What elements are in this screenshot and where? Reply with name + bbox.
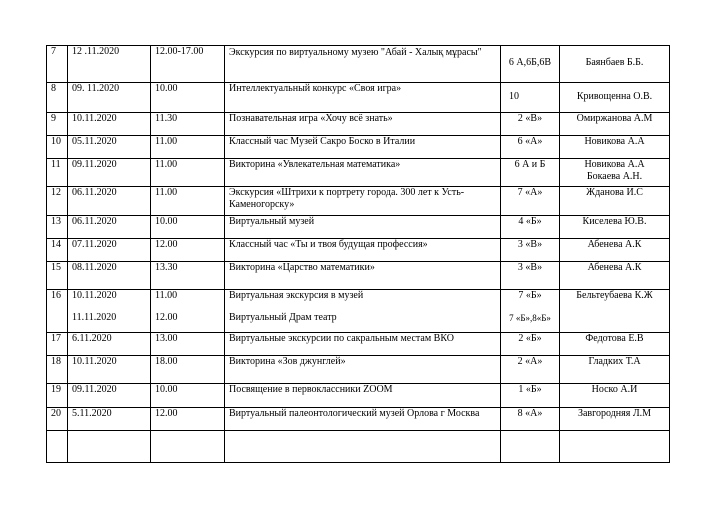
row-date: 10.11.2020: [68, 356, 151, 384]
row-number: 17: [47, 333, 68, 356]
row-responsible: Абенева А.К: [560, 262, 670, 290]
row-time: 10.00: [151, 83, 225, 113]
row-event: Классный час «Ты и твоя будущая профессия»: [225, 239, 501, 262]
row-responsible: [560, 83, 670, 113]
table-row: [47, 46, 670, 83]
row-number: 15: [47, 262, 68, 290]
row-time: 11.00: [151, 159, 225, 187]
row-time: 10.00: [151, 216, 225, 239]
table-row: [47, 384, 670, 408]
row-time: 12.00: [151, 408, 225, 431]
row-responsible: Омиржанова А.М: [560, 113, 670, 136]
table-row: [47, 290, 670, 333]
table-row: [47, 113, 670, 136]
row-date: 05.11.2020: [68, 136, 151, 159]
row-time-text-2: 12.00: [155, 312, 178, 323]
row-responsible: Новикова А.А: [560, 136, 670, 159]
table-row: [47, 136, 670, 159]
row-time: [151, 290, 225, 333]
row-event: Экскурсия по виртуальному музею "Абай - Халық мұрасы": [225, 46, 501, 83]
table-row: [47, 216, 670, 239]
row-time: 11.30: [151, 113, 225, 136]
row-class-text: 6 А,6Б,6В: [508, 57, 552, 68]
row-date: 09.11.2020: [68, 384, 151, 408]
row-class: 8 «А»: [501, 408, 560, 431]
row-number: 12: [47, 187, 68, 216]
row-class: [501, 290, 560, 333]
row-event: Экскурсия «Штрихи к портрету города. 300 лет к Усть-Каменогорску»: [225, 187, 501, 216]
row-date: 10.11.2020: [68, 113, 151, 136]
row-date: 6.11.2020: [68, 333, 151, 356]
row-number: 19: [47, 384, 68, 408]
row-event: [225, 431, 501, 463]
row-event: [225, 290, 501, 333]
row-event: Викторина «Увлекательная математика»: [225, 159, 501, 187]
row-class: 6 «А»: [501, 136, 560, 159]
row-number: 16: [47, 290, 68, 333]
row-time: 10.00: [151, 384, 225, 408]
row-number: 11: [47, 159, 68, 187]
row-responsible-text: Кривощенна О.В.: [576, 91, 653, 102]
table-row: [47, 431, 670, 463]
row-date: 09. 11.2020: [68, 83, 151, 113]
row-class: 7 «А»: [501, 187, 560, 216]
row-responsible: Носко А.И: [560, 384, 670, 408]
row-date-text: 10.11.2020: [72, 290, 117, 301]
row-time-text: 11.00: [155, 290, 178, 301]
row-time: 12.00-17.00: [151, 46, 225, 83]
row-class-text-2: 7 «Б»,8«Б»: [509, 313, 551, 323]
row-event-text: Виртуальная экскурсия в музей: [229, 290, 364, 301]
row-event: Посвящение в первоклассники ZOOM: [225, 384, 501, 408]
table-row: [47, 187, 670, 216]
row-event: Классный час Музей Сакро Боско в Италии: [225, 136, 501, 159]
row-event: Викторина «Царство математики»: [225, 262, 501, 290]
row-number: 7: [47, 46, 68, 83]
row-event: Виртуальный музей: [225, 216, 501, 239]
table-row: [47, 239, 670, 262]
row-event: Познавательная игра «Хочу всё знать»: [225, 113, 501, 136]
row-class: 2 «В»: [501, 113, 560, 136]
row-time: 18.00: [151, 356, 225, 384]
row-class: 6 А и Б: [501, 159, 560, 187]
row-class: 3 «В»: [501, 262, 560, 290]
row-event: Интеллектуальный конкурс «Своя игра»: [225, 83, 501, 113]
row-responsible: Жданова И.С: [560, 187, 670, 216]
row-class: 1 «Б»: [501, 384, 560, 408]
row-responsible: [560, 159, 670, 187]
row-date: 06.11.2020: [68, 216, 151, 239]
row-responsible: [560, 46, 670, 83]
row-class-text: 10: [509, 91, 519, 102]
row-class: 2 «А»: [501, 356, 560, 384]
schedule-table: [46, 45, 670, 463]
row-responsible-text-2: Бокаева А.Н.: [586, 171, 643, 182]
row-date: [68, 290, 151, 333]
row-event-text-2: Виртуальный Драм театр: [229, 312, 337, 323]
row-class: [501, 46, 560, 83]
row-class: 3 «В»: [501, 239, 560, 262]
row-responsible: Киселева Ю.В.: [560, 216, 670, 239]
row-time: [151, 431, 225, 463]
row-time: 11.00: [151, 187, 225, 216]
row-responsible: Абенева А.К: [560, 239, 670, 262]
row-date: 12 .11.2020: [68, 46, 151, 83]
row-time: 12.00: [151, 239, 225, 262]
row-number: 20: [47, 408, 68, 431]
row-date: 09.11.2020: [68, 159, 151, 187]
row-number: 8: [47, 83, 68, 113]
table-row: [47, 262, 670, 290]
table-row: [47, 333, 670, 356]
row-class: 2 «Б»: [501, 333, 560, 356]
row-number: 14: [47, 239, 68, 262]
row-date: 06.11.2020: [68, 187, 151, 216]
row-class-text: 7 «Б»: [518, 290, 542, 301]
row-date: 07.11.2020: [68, 239, 151, 262]
row-date-text-2: 11.11.2020: [72, 312, 117, 323]
row-date: 08.11.2020: [68, 262, 151, 290]
row-event: Виртуальный палеонтологический музей Орлова г Москва: [225, 408, 501, 431]
table-row: [47, 408, 670, 431]
row-number: 9: [47, 113, 68, 136]
row-responsible: Бельтеубаева К.Ж: [560, 290, 670, 333]
row-event: Викторина «Зов джунглей»: [225, 356, 501, 384]
row-responsible: [560, 431, 670, 463]
row-responsible-text: Новикова А.А: [584, 159, 645, 170]
row-class: [501, 83, 560, 113]
row-number: 13: [47, 216, 68, 239]
row-responsible: Федотова Е.В: [560, 333, 670, 356]
row-responsible: Завгородняя Л.М: [560, 408, 670, 431]
row-responsible-text: Баянбаев Б.Б.: [585, 57, 644, 68]
row-number: 18: [47, 356, 68, 384]
table-row: [47, 83, 670, 113]
row-number: 10: [47, 136, 68, 159]
table-row: [47, 356, 670, 384]
row-time: 13.00: [151, 333, 225, 356]
row-class: 4 «Б»: [501, 216, 560, 239]
row-number: [47, 431, 68, 463]
row-date: [68, 431, 151, 463]
row-date: 5.11.2020: [68, 408, 151, 431]
row-class: [501, 431, 560, 463]
row-time: 13.30: [151, 262, 225, 290]
row-responsible: Гладких Т.А: [560, 356, 670, 384]
row-time: 11.00: [151, 136, 225, 159]
row-event: Виртуальные экскурсии по сакральным местам ВКО: [225, 333, 501, 356]
table-row: [47, 159, 670, 187]
